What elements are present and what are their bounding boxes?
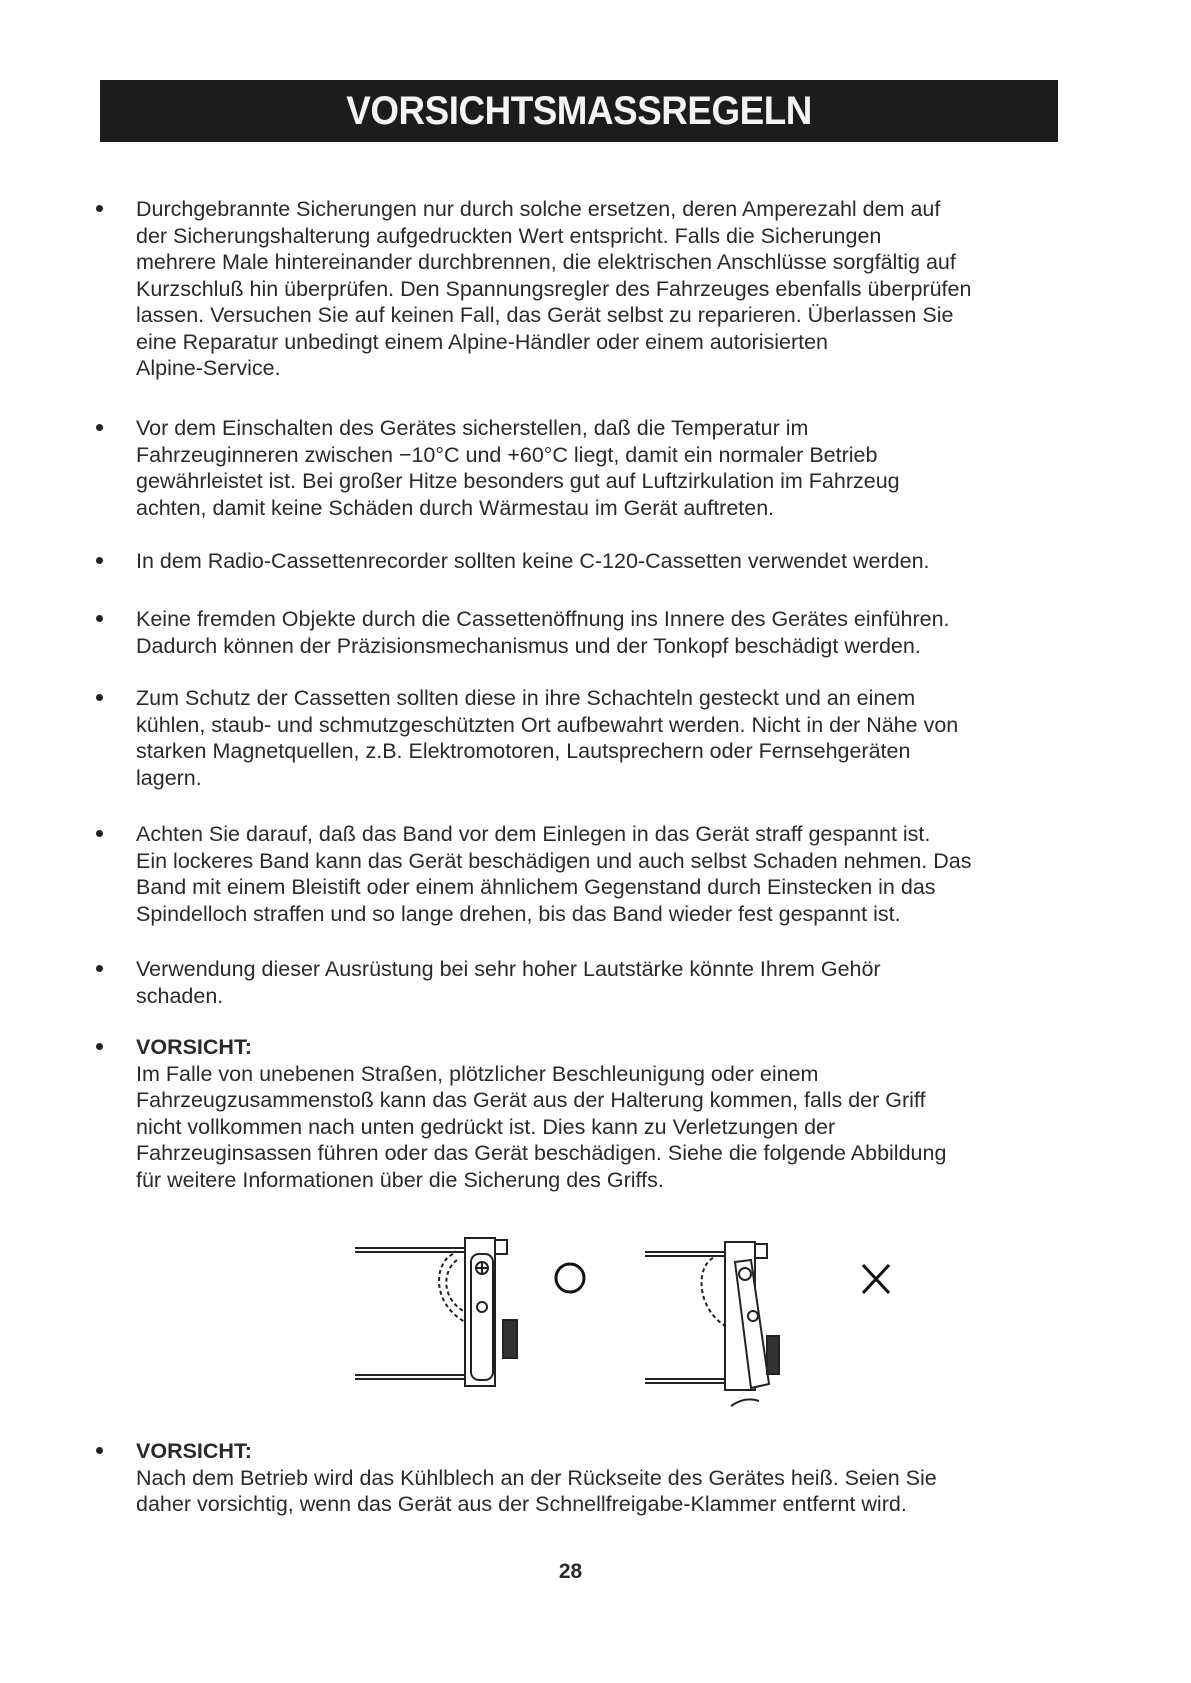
- text-line: Fahrzeuginneren zwischen −10°C und +60°C liegt, damit ein normaler Betrieb: [136, 442, 878, 467]
- handle-lock-diagram: [355, 1232, 915, 1412]
- item-text: [136, 606, 950, 659]
- bullet-icon: [96, 830, 103, 837]
- item-text: [136, 1034, 946, 1193]
- text-line: Fahrzeuginsassen führen oder das Gerät beschädigen. Siehe die folgende Abbildung: [136, 1141, 947, 1165]
- bullet-icon: [96, 205, 103, 212]
- caution-heading: VORSICHT:: [136, 1439, 252, 1463]
- bullet-icon: [96, 694, 103, 701]
- item-text: [136, 685, 958, 791]
- text-line: kühlen, staub- und schmutzgeschützten Ort aufbewahrt werden. Nicht in der Nähe von: [136, 712, 959, 737]
- bullet-icon: [96, 1447, 103, 1454]
- correct-handle-figure: [355, 1238, 517, 1386]
- text-line: Alpine-Service.: [136, 356, 281, 380]
- text-line: Im Falle von unebenen Straßen, plötzlicher Beschleunigung oder einem: [136, 1061, 819, 1086]
- text-line: eine Reparatur unbedingt einem Alpine-Händler oder einem autorisierten: [136, 329, 829, 354]
- item-text: [136, 821, 971, 927]
- text-line: für weitere Informationen über die Sicherung des Griffs.: [136, 1167, 664, 1192]
- text-line: lassen. Versuchen Sie auf keinen Fall, das Gerät selbst zu reparieren. Überlassen Sie: [136, 303, 954, 327]
- incorrect-mark-icon: [863, 1265, 889, 1293]
- text-line: Dadurch können der Präzisionsmechanismus und der Tonkopf beschädigt werden.: [136, 633, 921, 658]
- page-title: VORSICHTSMASSREGELN: [346, 88, 812, 133]
- text-line: Vor dem Einschalten des Gerätes sicherstellen, daß die Temperatur im: [136, 416, 809, 440]
- text-line: starken Magnetquellen, z.B. Elektromotoren, Lautsprechern oder Fernsehgeräten: [136, 739, 911, 763]
- text-line: lagern.: [136, 765, 202, 790]
- text-line: nicht vollkommen nach unten gedrückt ist. Dies kann zu Verletzungen der: [136, 1114, 836, 1139]
- incorrect-handle-figure: [645, 1242, 779, 1406]
- bullet-icon: [96, 965, 103, 972]
- text-line: Band mit einem Bleistift oder einem ähnlichem Gegenstand durch Einstecken in das: [136, 875, 936, 899]
- item-text: [136, 415, 900, 521]
- text-line: Keine fremden Objekte durch die Cassettenöffnung ins Innere des Gerätes einführen.: [136, 607, 950, 631]
- item-text: [136, 956, 881, 1009]
- text-line: Fahrzeugzusammenstoß kann das Gerät aus der Halterung kommen, falls der Griff: [136, 1088, 926, 1112]
- text-line: Zum Schutz der Cassetten sollten diese in ihre Schachteln gesteckt und an einem: [136, 686, 916, 710]
- bullet-icon: [96, 615, 103, 622]
- text-line: In dem Radio-Cassettenrecorder sollten keine C-120-Cassetten verwendet werden.: [136, 549, 930, 573]
- text-line: Verwendung dieser Ausrüstung bei sehr hoher Lautstärke könnte Ihrem Gehör: [136, 957, 881, 981]
- text-line: achten, damit keine Schäden durch Wärmestau im Gerät auftreten.: [136, 495, 775, 520]
- correct-mark-icon: [556, 1264, 584, 1292]
- title-banner: [100, 80, 1058, 142]
- caution-heading: VORSICHT:: [136, 1035, 252, 1059]
- text-line: Achten Sie darauf, daß das Band vor dem Einlegen in das Gerät straff gespannt ist.: [136, 822, 931, 846]
- bullet-icon: [96, 424, 103, 431]
- text-line: gewährleistet ist. Bei großer Hitze besonders gut auf Luftzirkulation im Fahrzeug: [136, 469, 900, 493]
- text-line: Durchgebrannte Sicherungen nur durch solche ersetzen, deren Amperezahl dem auf: [136, 197, 941, 221]
- page-number: 28: [558, 1560, 583, 1583]
- text-line: Ein lockeres Band kann das Gerät beschädigen und auch selbst Schaden nehmen. Das: [136, 848, 972, 873]
- text-line: Nach dem Betrieb wird das Kühlblech an der Rückseite des Gerätes heiß. Seien Sie: [136, 1465, 937, 1490]
- item-text: [136, 1438, 937, 1518]
- text-line: schaden.: [136, 983, 224, 1008]
- item-text: [136, 548, 930, 575]
- text-line: Kurzschluß hin überprüfen. Den Spannungsregler des Fahrzeuges ebenfalls überprüfen: [136, 276, 972, 301]
- item-text: [136, 196, 971, 382]
- text-line: der Sicherungshalterung aufgedruckten Wert entspricht. Falls die Sicherungen: [136, 223, 882, 248]
- text-line: mehrere Male hintereinander durchbrennen, die elektrischen Anschlüsse sorgfältig auf: [136, 250, 956, 274]
- text-line: Spindelloch straffen und so lange drehen, bis das Band wieder fest gespannt ist.: [136, 901, 901, 926]
- bullet-icon: [96, 1043, 103, 1050]
- bullet-icon: [96, 557, 103, 564]
- text-line: daher vorsichtig, wenn das Gerät aus der Schnellfreigabe-Klammer entfernt wird.: [136, 1492, 907, 1516]
